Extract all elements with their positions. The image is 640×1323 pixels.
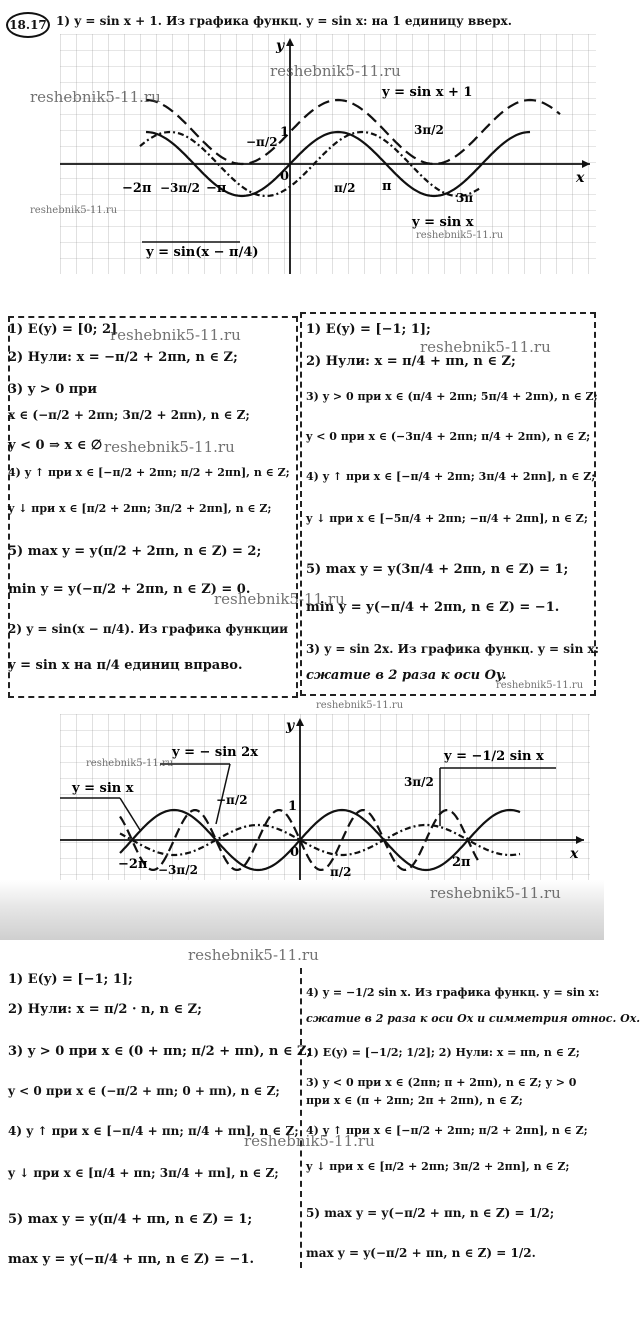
right-line-3: y < 0 при x ∈ (−3π/4 + 2πn; π/4 + 2πn), n ∈ Z; (306, 430, 591, 443)
watermark: reshebnik5-11.ru (420, 338, 551, 356)
left-line-10: y = sin x на π/4 единиц вправо. (8, 658, 243, 673)
g1-curve-shift-label: y = sin(x − π/4) (146, 245, 259, 260)
g2-x-axis-label: x (570, 846, 579, 862)
g1-curve-sinp1-label: y = sin x + 1 (382, 85, 473, 100)
bottom-right-line-6: y ↓ при x ∈ [π/2 + 2πn; 3π/2 + 2πn], n ∈ Z; (306, 1160, 570, 1173)
bottom-right-line-8: max y = y(−π/2 + πn, n ∈ Z) = 1/2. (306, 1246, 536, 1260)
watermark: reshebnik5-11.ru (270, 62, 401, 80)
g2-2pi-label: 2π (452, 855, 471, 870)
watermark: reshebnik5-11.ru (430, 884, 561, 902)
bottom-right-line-5: 4) y ↑ при x ∈ [−π/2 + 2πn; π/2 + 2πn], n ∈ Z; (306, 1124, 588, 1137)
bottom-left-line-3: y < 0 при x ∈ (−π/2 + πn; 0 + πn), n ∈ Z; (8, 1084, 280, 1098)
g2-neg3pi2-label: −3π/2 (158, 863, 198, 877)
g1-3pi2-label: 3π/2 (414, 123, 444, 137)
left-line-3: x ∈ (−π/2 + 2πn; 3π/2 + 2πn), n ∈ Z; (8, 408, 250, 422)
g1-pi2-label: π/2 (334, 181, 356, 195)
bottom-right-line-1: сжатие в 2 раза к оси Ox и симметрия относ. Ox. (306, 1012, 640, 1025)
left-line-9: 2) y = sin(x − π/4). Из графика функции (8, 622, 289, 636)
right-line-0: 1) E(y) = [−1; 1]; (306, 322, 431, 337)
watermark: reshebnik5-11.ru (86, 758, 174, 769)
right-line-4: 4) y ↑ при x ∈ [−π/4 + 2πn; 3π/4 + 2πn], n ∈ Z; (306, 470, 596, 483)
g2-curve-neg2x-label: y = − sin 2x (172, 745, 258, 760)
left-line-4: y < 0 ⇒ x ∈ ∅ (8, 438, 103, 453)
g1-pi-label: π (382, 179, 392, 194)
right-line-7: min y = y(−π/4 + 2πn, n ∈ Z) = −1. (306, 600, 560, 615)
bottom-left-line-1: 2) Нули: x = π/2 · n, n ∈ Z; (8, 1002, 202, 1017)
watermark: reshebnik5-11.ru (104, 438, 235, 456)
watermark: reshebnik5-11.ru (496, 680, 584, 691)
g1-negpi2-label: −π/2 (246, 135, 278, 149)
g2-curve-half-label: y = −1/2 sin x (444, 749, 544, 764)
g1-curve-sin-label: y = sin x (412, 215, 474, 230)
left-line-6: y ↓ при x ∈ [π/2 + 2πn; 3π/2 + 2πn], n ∈ Z; (8, 502, 272, 515)
left-line-0: 1) E(y) = [0; 2] (8, 322, 118, 337)
bottom-right-line-3: 3) y < 0 при x ∈ (2πn; π + 2πn), n ∈ Z; y > 0 (306, 1076, 577, 1089)
watermark: reshebnik5-11.ru (214, 590, 345, 608)
right-line-5: y ↓ при x ∈ [−5π/4 + 2πn; −π/4 + 2πn], n ∈ Z; (306, 512, 588, 525)
g2-curve-sin-label: y = sin x (72, 781, 134, 796)
bottom-left-line-2: 3) y > 0 при x ∈ (0 + πn; π/2 + πn), n ∈ Z; (8, 1044, 312, 1059)
part1-heading: 1) y = sin x + 1. Из графика функц. y = sin x: на 1 единицу вверх. (56, 14, 512, 28)
g2-neg2pi-label: −2π (118, 857, 148, 872)
g1-y-axis-label: y (276, 38, 285, 54)
watermark: reshebnik5-11.ru (316, 700, 404, 711)
watermark: reshebnik5-11.ru (244, 1132, 375, 1150)
g1-3pi-label: 3π (456, 191, 474, 205)
g1-one-label: 1 (280, 125, 290, 140)
bottom-left-line-0: 1) E(y) = [−1; 1]; (8, 972, 133, 987)
g1-negpi-label: −π (206, 181, 227, 196)
right-line-6: 5) max y = y(3π/4 + 2πn, n ∈ Z) = 1; (306, 562, 569, 577)
right-line-9: сжатие в 2 раза к оси Oy. (306, 668, 507, 683)
watermark: reshebnik5-11.ru (416, 230, 504, 241)
g1-neg2pi-label: −2π (122, 181, 152, 196)
left-line-8: min y = y(−π/2 + 2πn, n ∈ Z) = 0. (8, 582, 251, 597)
watermark: reshebnik5-11.ru (30, 205, 118, 216)
bottom-left-line-6: 5) max y = y(π/4 + πn, n ∈ Z) = 1; (8, 1212, 253, 1227)
g1-zero-label: 0 (280, 169, 290, 184)
left-line-2: 3) y > 0 при (8, 382, 98, 397)
left-line-5: 4) y ↑ при x ∈ [−π/2 + 2πn; π/2 + 2πn], n ∈ Z; (8, 466, 290, 479)
g2-negpi2-label: −π/2 (216, 793, 248, 807)
watermark: reshebnik5-11.ru (110, 326, 241, 344)
right-solution-box (300, 312, 596, 696)
bottom-left-line-7: max y = y(−π/4 + πn, n ∈ Z) = −1. (8, 1252, 254, 1267)
left-line-1: 2) Нули: x = −π/2 + 2πn, n ∈ Z; (8, 350, 238, 365)
right-line-1: 2) Нули: x = π/4 + πn, n ∈ Z; (306, 354, 516, 369)
g2-pi2-label: π/2 (330, 865, 352, 879)
bottom-left-line-4: 4) y ↑ при x ∈ [−π/4 + πn; π/4 + πn], n ∈ Z; (8, 1124, 299, 1138)
bottom-divider (300, 968, 302, 1268)
task-number-badge: 18.17 (6, 12, 50, 38)
watermark: reshebnik5-11.ru (30, 88, 161, 106)
g2-3pi2-label: 3π/2 (404, 775, 434, 789)
bottom-right-line-4: при x ∈ (π + 2πn; 2π + 2πn), n ∈ Z; (306, 1094, 523, 1107)
left-line-7: 5) max y = y(π/2 + 2πn, n ∈ Z) = 2; (8, 544, 262, 559)
g2-y-axis-label: y (286, 718, 295, 734)
g2-one-label: 1 (288, 799, 298, 814)
right-line-2: 3) y > 0 при x ∈ (π/4 + 2πn; 5π/4 + 2πn), n ∈ Z; (306, 390, 598, 403)
right-line-8: 3) y = sin 2x. Из графика функц. y = sin x: (306, 642, 600, 656)
g2-zero-label: 0 (290, 845, 300, 860)
bottom-right-line-2: 1) E(y) = [−1/2; 1/2]; 2) Нули: x = πn, n ∈ Z; (306, 1046, 580, 1059)
watermark: reshebnik5-11.ru (188, 946, 319, 964)
bottom-right-line-0: 4) y = −1/2 sin x. Из графика функц. y = sin x: (306, 986, 600, 999)
bottom-left-line-5: y ↓ при x ∈ [π/4 + πn; 3π/4 + πn], n ∈ Z; (8, 1166, 279, 1180)
bottom-right-line-7: 5) max y = y(−π/2 + πn, n ∈ Z) = 1/2; (306, 1206, 555, 1220)
g1-x-axis-label: x (576, 170, 585, 186)
g1-neg3pi2-label: −3π/2 (160, 181, 200, 195)
